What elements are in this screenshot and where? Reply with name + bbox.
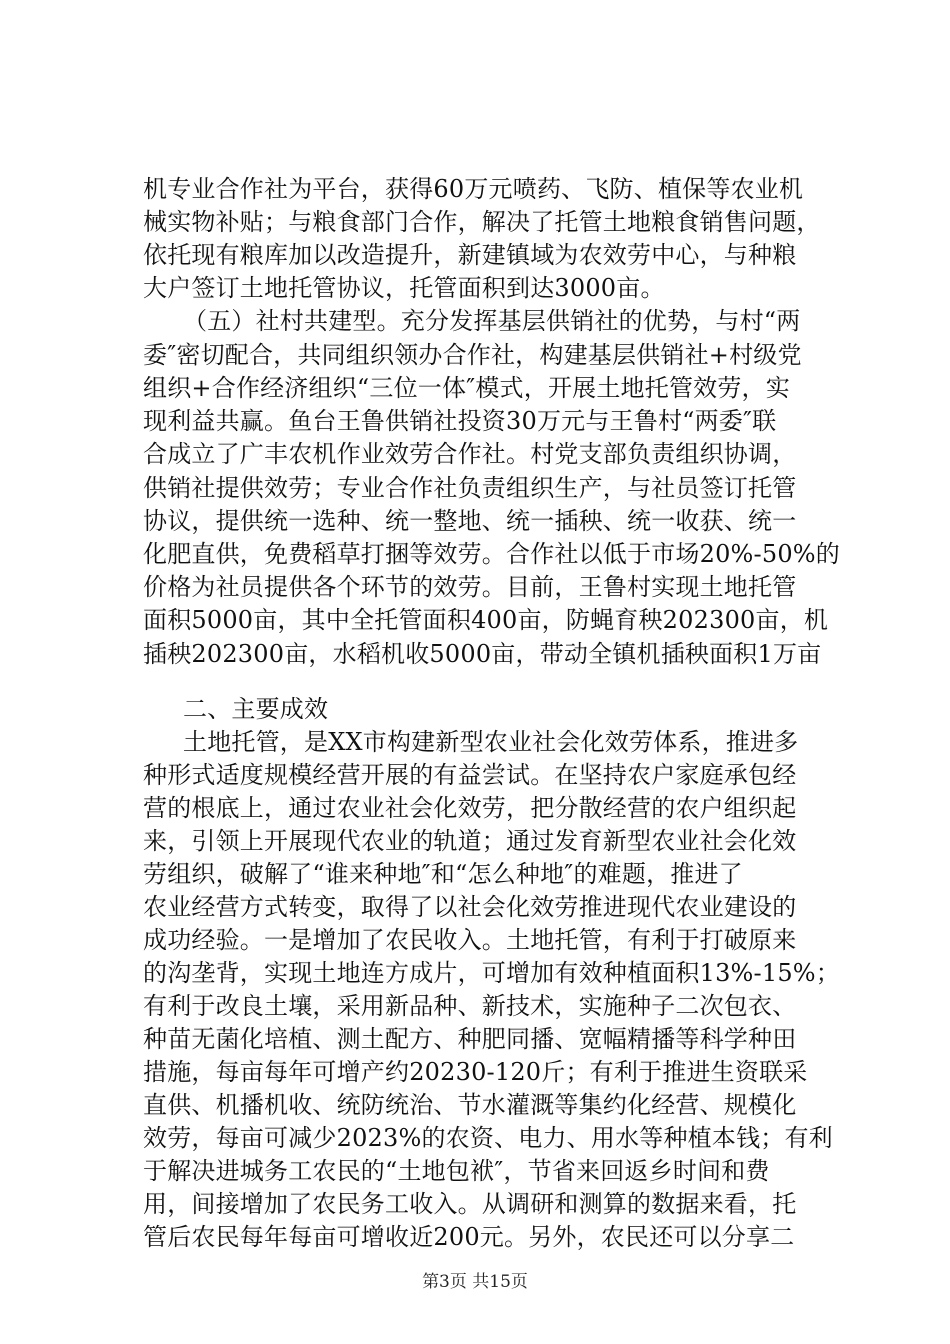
text-line: 直供、机播机收、统防统治、节水灌溉等集约化经营、规模化 — [143, 1091, 797, 1119]
text-line: 于解决进城务工农民的“土地包袱″，节省来回返乡时间和费 — [143, 1157, 770, 1185]
text-line: 组织+合作经济组织“三位一体″模式，开展土地托管效劳，实 — [143, 374, 790, 402]
text-line: 用，间接增加了农民务工收入。从调研和测算的数据来看，托 — [143, 1190, 797, 1218]
text-line: 供销社提供效劳；专业合作社负责组织生产，与社员签订托管 — [143, 474, 797, 502]
text-line: 委″密切配合，共同组织领办合作社，构建基层供销社+村级党 — [143, 341, 802, 369]
text-line: 劳组织，破解了“谁来种地″和“怎么种地″的难题，推进了 — [143, 860, 743, 888]
text-line: 营的根底上，通过农业社会化效劳，把分散经营的农户组织起 — [143, 794, 797, 822]
text-line: 现利益共赢。鱼台王鲁供销社投资30万元与王鲁村“两委″联 — [143, 407, 777, 435]
text-line: 械实物补贴；与粮食部门合作，解决了托管土地粮食销售问题， — [143, 208, 821, 236]
text-line: 来，引领上开展现代农业的轨道；通过发育新型农业社会化效 — [143, 827, 797, 855]
text-line: 种苗无菌化培植、测土配方、种肥同播、宽幅精播等科学种田 — [143, 1025, 797, 1053]
text-line: 机专业合作社为平台，获得60万元喷药、飞防、植保等农业机 — [143, 175, 804, 203]
text-line: 效劳，每亩可减少2023%的农资、电力、用水等种植本钱；有利 — [143, 1124, 833, 1152]
section-heading: 二、主要成效 — [183, 695, 329, 723]
text-line: 依托现有粮库加以改造提升，新建镇域为农效劳中心，与种粮 — [143, 241, 797, 269]
page-footer: 第3页 共15页 — [422, 1272, 528, 1292]
text-line: 种形式适度规模经营开展的有益尝试。在坚持农户家庭承包经 — [143, 761, 797, 789]
section-heading-line: （五）社村共建型。充分发挥基层供销社的优势，与村“两 — [183, 307, 801, 335]
text-line: 插秧202300亩，水稻机收5000亩，带动全镇机插秧面积1万亩 — [143, 640, 822, 668]
text-line: 大户签订土地托管协议，托管面积到达3000亩。 — [143, 274, 665, 302]
text-line: 合成立了广丰农机作业效劳合作社。村党支部负责组织协调， — [143, 440, 797, 468]
text-line: 协议，提供统一选种、统一整地、统一插秧、统一收获、统一 — [143, 507, 797, 535]
text-line: 土地托管，是XX市构建新型农业社会化效劳体系，推进多 — [183, 728, 799, 756]
text-line: 农业经营方式转变，取得了以社会化效劳推进现代农业建设的 — [143, 893, 797, 921]
text-line: 的沟垄背，实现土地连方成片，可增加有效种植面积13%-15%； — [143, 959, 840, 987]
text-line: 面积5000亩，其中全托管面积400亩，防蝇育秧202300亩，机 — [143, 606, 829, 634]
text-line: 管后农民每年每亩可增收近200元。另外，农民还可以分享二 — [143, 1223, 795, 1251]
text-line: 成功经验。一是增加了农民收入。土地托管，有利于打破原来 — [143, 926, 797, 954]
text-line: 化肥直供，免费稻草打捆等效劳。合作社以低于市场20%-50%的 — [143, 540, 840, 568]
text-line: 措施，每亩每年可增产约20230-120斤；有利于推进生资联采 — [143, 1058, 808, 1086]
text-line: 价格为社员提供各个环节的效劳。目前，王鲁村实现土地托管 — [143, 573, 797, 601]
text-line: 有利于改良土壤，采用新品种、新技术，实施种子二次包衣、 — [143, 992, 797, 1020]
